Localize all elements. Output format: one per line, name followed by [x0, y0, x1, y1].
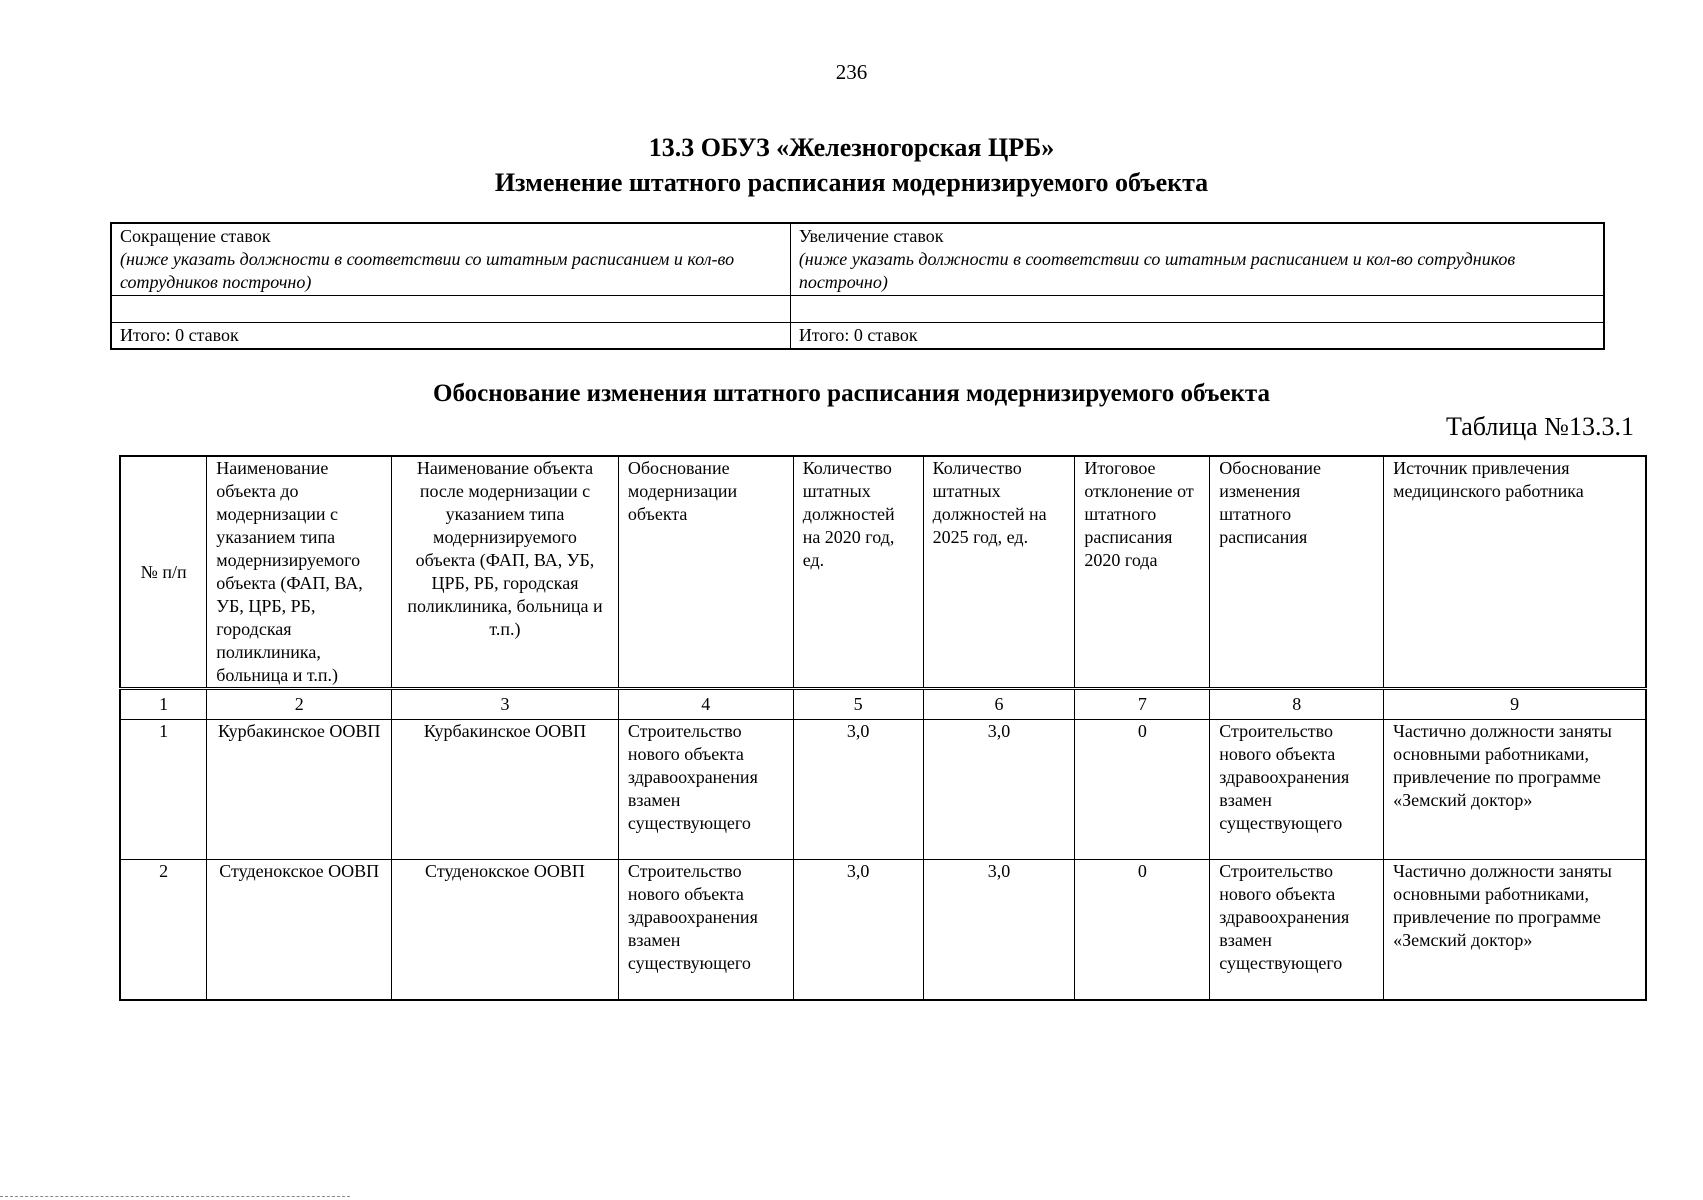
- modernization-justification: Строительство нового объекта здравоохранения взамен существующего: [618, 860, 793, 1001]
- row-num: 2: [120, 860, 207, 1001]
- document-subheading: Изменение штатного расписания модернизируемого объекта: [494, 168, 1209, 197]
- header-deviation: Итоговое отклонение от штатного расписания 2020 года: [1075, 456, 1210, 689]
- staff-justification: Строительство нового объекта здравоохранения взамен существующего: [1210, 860, 1384, 1001]
- table-row: [120, 720, 1646, 860]
- staff-change-header-row: [111, 223, 1604, 296]
- worker-source: Частично должности заняты основными работниками, привлечение по программе «Земский доктор»: [1384, 720, 1646, 860]
- justification-table: [119, 455, 1647, 1001]
- column-number: 2: [207, 689, 392, 720]
- staff-2025: 3,0: [923, 860, 1075, 1001]
- staff-2020: 3,0: [793, 720, 923, 860]
- document-heading: 13.3 ОБУЗ «Железногорская ЦРБ»: [648, 133, 1055, 162]
- header-modernization-justification: Обоснование модернизации объекта: [618, 456, 793, 689]
- deviation: 0: [1075, 860, 1210, 1001]
- object-before: Студенокское ООВП: [207, 860, 392, 1001]
- header-object-after: Наименование объекта после модернизации с указанием типа модернизируемого объекта (ФАП, ВА, УБ, ЦРБ, РБ, городская поликлиника, больница и т.п.): [392, 456, 619, 689]
- scan-edge-line: [0, 1196, 350, 1197]
- increase-hint: (ниже указать должности в соответствии со штатным расписанием и кол-во сотрудников построчно): [798, 249, 1516, 292]
- worker-source: Частично должности заняты основными работниками, привлечение по программе «Земский доктор»: [1384, 860, 1646, 1001]
- justification-title: Обоснование изменения штатного расписания модернизируемого объекта: [433, 380, 1270, 407]
- staff-change-empty-row: [111, 296, 1604, 323]
- increase-empty-cell: [790, 296, 1604, 323]
- object-after: Студенокское ООВП: [392, 860, 619, 1001]
- column-number: 8: [1210, 689, 1384, 720]
- column-number: 9: [1384, 689, 1646, 720]
- header-staff-justification: Обоснование изменения штатного расписания: [1210, 456, 1384, 689]
- column-number: 5: [793, 689, 923, 720]
- table-row: [120, 860, 1646, 1001]
- deviation: 0: [1075, 720, 1210, 860]
- staff-change-table: [110, 222, 1605, 350]
- column-number: 4: [618, 689, 793, 720]
- reduction-header-cell: [111, 223, 790, 296]
- header-staff-2025: Количество штатных должностей на 2025 год, ед.: [923, 456, 1075, 689]
- column-number: 1: [120, 689, 207, 720]
- page-number: 236: [835, 60, 868, 84]
- object-after: Курбакинское ООВП: [392, 720, 619, 860]
- header-staff-2020: Количество штатных должностей на 2020 год, ед.: [793, 456, 923, 689]
- reduction-empty-cell: [111, 296, 790, 323]
- increase-total: Итого: 0 ставок: [790, 323, 1604, 350]
- header-num: № п/п: [120, 456, 207, 689]
- increase-label: Увеличение ставок: [798, 226, 944, 246]
- reduction-total: Итого: 0 ставок: [111, 323, 790, 350]
- staff-change-total-row: [111, 323, 1604, 350]
- reduction-hint: (ниже указать должности в соответствии со штатным расписанием и кол-во сотрудников построчно): [120, 249, 735, 292]
- column-number: 3: [392, 689, 619, 720]
- modernization-justification: Строительство нового объекта здравоохранения взамен существующего: [618, 720, 793, 860]
- header-object-before: Наименование объекта до модернизации с указанием типа модернизируемого объекта (ФАП, ВА, УБ, ЦРБ, РБ, городская поликлиника, больница и т.п.): [207, 456, 392, 689]
- staff-2020: 3,0: [793, 860, 923, 1001]
- table-caption: Таблица №13.3.1: [1445, 412, 1634, 441]
- reduction-label: Сокращение ставок: [120, 226, 271, 246]
- object-before: Курбакинское ООВП: [207, 720, 392, 860]
- header-source: Источник привлечения медицинского работника: [1384, 456, 1646, 689]
- staff-justification: Строительство нового объекта здравоохранения взамен существующего: [1210, 720, 1384, 860]
- justification-header-row: [120, 456, 1646, 689]
- increase-header-cell: [790, 223, 1604, 296]
- column-number: 7: [1075, 689, 1210, 720]
- column-number-row: [120, 689, 1646, 720]
- staff-2025: 3,0: [923, 720, 1075, 860]
- row-num: 1: [120, 720, 207, 860]
- column-number: 6: [923, 689, 1075, 720]
